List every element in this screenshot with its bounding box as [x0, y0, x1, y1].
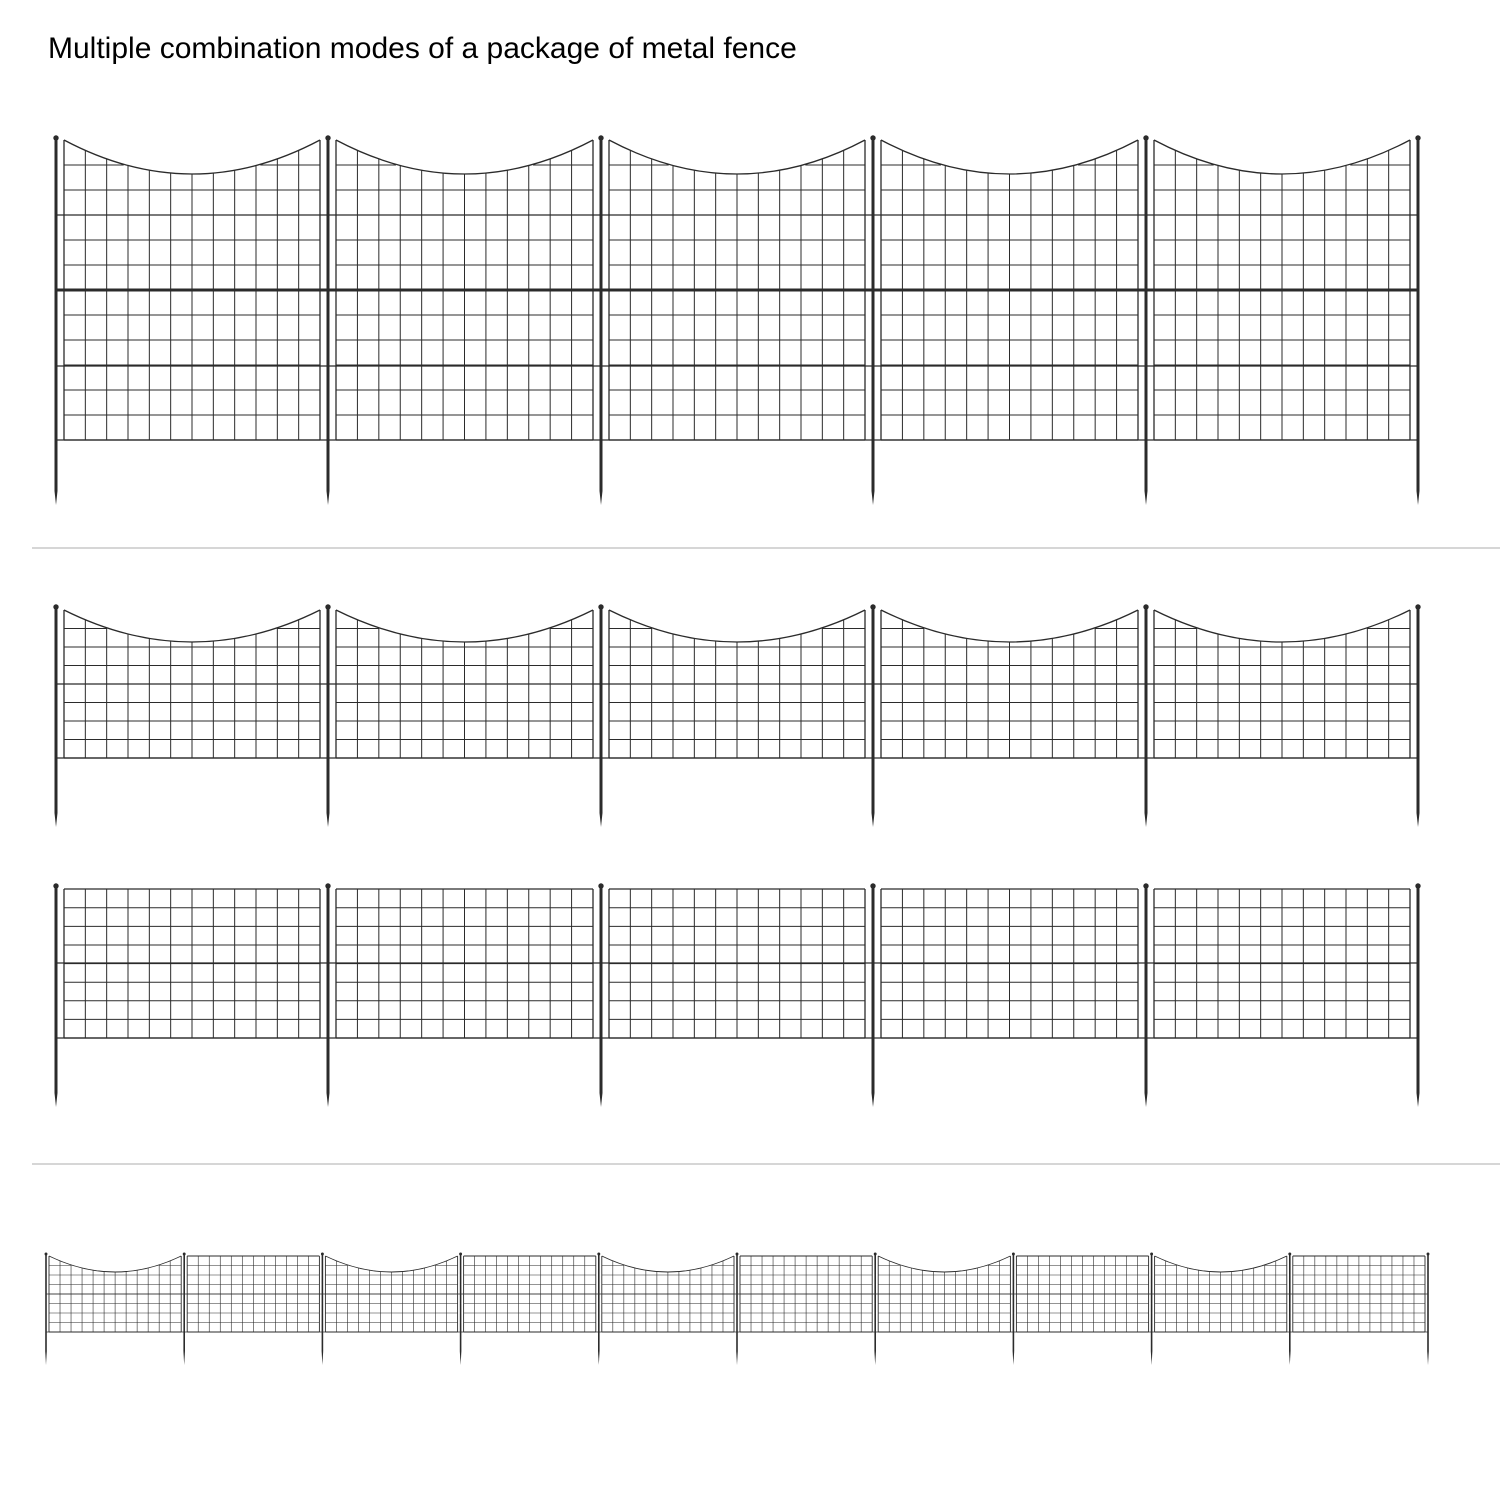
fence-panel — [609, 290, 865, 440]
fence-post — [1143, 883, 1148, 1107]
fence-post — [1150, 1253, 1153, 1365]
fence-panel — [1154, 290, 1410, 440]
fence-post — [325, 135, 330, 505]
fence-panel — [881, 290, 1138, 440]
page-title: Multiple combination modes of a package of metal fence — [48, 32, 797, 65]
fence-post — [1288, 1253, 1291, 1365]
fence-post — [598, 604, 603, 827]
fence-post — [1415, 604, 1420, 827]
fence-post — [325, 604, 330, 827]
fence-panel — [64, 290, 320, 440]
fence-post — [53, 135, 58, 505]
fence-post — [736, 1253, 739, 1365]
fence-post — [1143, 135, 1148, 505]
fence-post — [1415, 883, 1420, 1107]
fence-post — [1143, 604, 1148, 827]
fence-post — [870, 604, 875, 827]
fence-post — [1415, 135, 1420, 505]
fence-panel — [336, 290, 593, 440]
fence-post — [459, 1253, 462, 1365]
fence-post — [183, 1253, 186, 1365]
fence-post — [1427, 1253, 1430, 1365]
fence-post — [1012, 1253, 1015, 1365]
fence-post — [874, 1253, 877, 1365]
fence-post — [53, 604, 58, 827]
fence-post — [870, 883, 875, 1107]
fence-post — [598, 135, 603, 505]
fence-post — [325, 883, 330, 1107]
fence-post — [598, 883, 603, 1107]
fence-post — [597, 1253, 600, 1365]
fence-post — [870, 135, 875, 505]
fence-post — [45, 1253, 48, 1365]
fence-post — [321, 1253, 324, 1365]
fence-post — [53, 883, 58, 1107]
